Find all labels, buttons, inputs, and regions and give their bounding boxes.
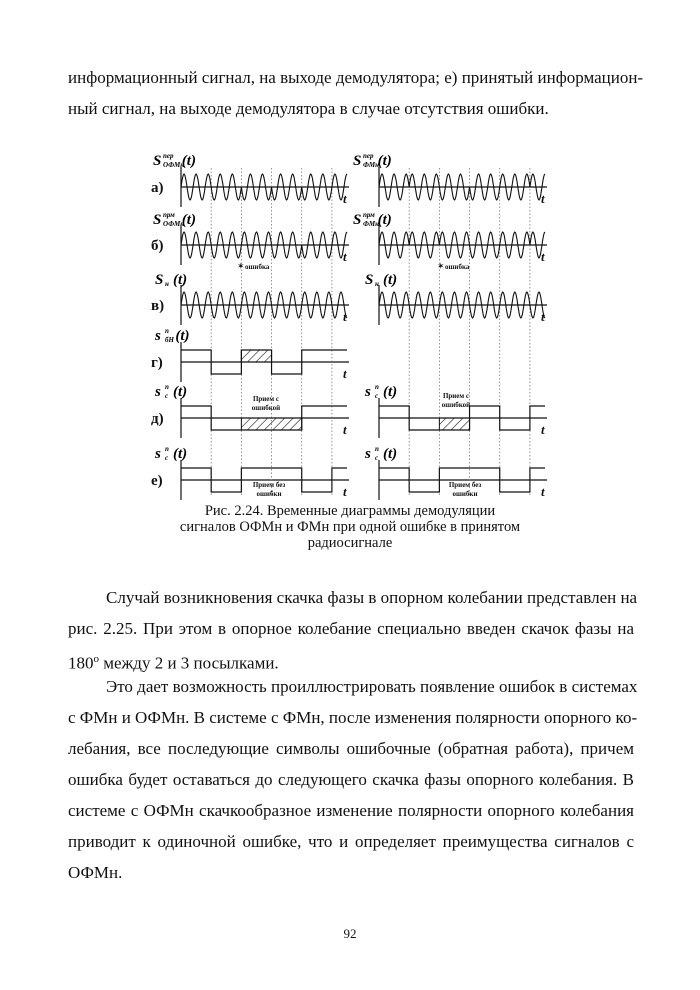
signal-label xyxy=(154,383,187,400)
annotation-text: ошибкой xyxy=(441,401,471,409)
signal-symbol: S xyxy=(353,153,362,169)
text-line: ошибка будет оставаться до следующего скачка фазы опорного колебания. В xyxy=(68,770,634,789)
row-label: в) xyxy=(151,298,165,314)
angle-value: 180 xyxy=(68,653,94,673)
signal-label xyxy=(364,383,397,400)
caption-line: Рис. 2.24. Временные диаграммы демодуляции xyxy=(204,503,496,519)
t-axis-label: t xyxy=(343,484,347,499)
error-asterisk-icon: ✶ xyxy=(237,261,245,271)
row-label: д) xyxy=(151,411,164,427)
signal-argument: (t) xyxy=(181,153,196,169)
row-label: г) xyxy=(151,355,163,371)
row-label: а) xyxy=(151,180,164,196)
signal-superscript: прм xyxy=(163,211,175,219)
degree-mark: о xyxy=(93,653,99,665)
t-axis-label: t xyxy=(541,422,545,437)
signal-argument: (t) xyxy=(377,153,392,169)
t-axis-label: t xyxy=(541,309,545,324)
t-axis-label: t xyxy=(343,366,347,381)
signal-symbol: s xyxy=(155,446,161,462)
error-hatch-region xyxy=(241,418,301,430)
signal-label xyxy=(353,211,392,228)
signal-subscript: с xyxy=(375,392,379,400)
signal-label xyxy=(155,272,187,288)
signal-symbol: S xyxy=(365,272,374,288)
error-mark-label: ошибка xyxy=(245,263,270,271)
signal-symbol: S xyxy=(155,272,164,288)
signal-label xyxy=(365,272,397,288)
text-line: информационный сигнал, на выходе демодулятора; е) принятый информацион- xyxy=(68,68,644,87)
text-line: лебания, все последующие символы ошибочные (обратная работа), причем xyxy=(68,739,634,758)
signal-superscript: п xyxy=(165,445,169,453)
text-line: приводит к одиночной ошибке, что и определяет преимущества сигналов с xyxy=(68,832,634,851)
signal-argument: (t) xyxy=(383,446,398,462)
annotation-text: ошибки xyxy=(452,490,478,498)
signal-label xyxy=(154,445,187,462)
text-line: ный сигнал, на выходе демодулятора в случае отсутствия ошибки. xyxy=(68,99,549,118)
annotation-text: ошибки xyxy=(256,490,282,498)
signal-superscript: пер xyxy=(163,152,174,160)
annotation-text: ошибкой xyxy=(251,404,281,412)
t-axis-label: t xyxy=(541,249,545,264)
annotation-text: Прием с xyxy=(252,395,280,403)
signal-symbol: S xyxy=(353,212,362,228)
signal-subscript: н xyxy=(375,280,379,288)
signal-subscript: бН xyxy=(165,336,174,344)
annotation-text: Прием с xyxy=(442,392,470,400)
signal-subscript: с xyxy=(165,392,169,400)
page-number: 92 xyxy=(343,926,357,941)
text-line: системе с ОФМн скачкообразное изменение полярности опорного колебания xyxy=(68,801,634,820)
signal-superscript: п xyxy=(375,383,379,391)
signal-subscript: ОФМн xyxy=(163,220,185,228)
signal-symbol: s xyxy=(365,446,371,462)
signal-subscript: с xyxy=(165,454,169,462)
t-axis-label: t xyxy=(541,484,545,499)
top-paragraph xyxy=(68,62,644,124)
text-line: Это дает возможность проиллюстрировать появление ошибок в системах xyxy=(106,677,638,696)
signal-superscript: пер xyxy=(363,152,374,160)
text-line: с ФМн и ОФМн. В системе с ФМн, после изменения полярности опорного ко- xyxy=(68,708,638,727)
text-line: рис. 2.25. При этом в опорное колебание специально введен скачок фазы на xyxy=(68,619,634,638)
paragraph-2 xyxy=(68,671,638,888)
text-line: ОФМн. xyxy=(68,863,123,882)
signal-symbol: s xyxy=(155,328,161,344)
signal-label xyxy=(364,445,397,462)
signal-subscript: ОФМн xyxy=(163,161,185,169)
signal-symbol: S xyxy=(153,153,162,169)
signal-label xyxy=(153,211,196,228)
signal-superscript: п xyxy=(375,445,379,453)
demodulation-figure xyxy=(145,150,565,500)
signal-subscript: с xyxy=(375,454,379,462)
t-axis-label: t xyxy=(343,249,347,264)
signal-argument: (t) xyxy=(383,272,398,288)
caption-line: сигналов ОФМн и ФМн при одной ошибке в принятом xyxy=(179,519,521,535)
signal-subscript: н xyxy=(165,280,169,288)
error-asterisk-icon: ✶ xyxy=(437,261,445,271)
annotation-text: Прием без xyxy=(448,481,482,489)
t-axis-label: t xyxy=(343,422,347,437)
signal-label xyxy=(154,327,190,344)
signal-superscript: прм xyxy=(363,211,375,219)
signal-argument: (t) xyxy=(377,212,392,228)
signal-argument: (t) xyxy=(175,328,190,344)
signal-argument: (t) xyxy=(173,384,188,400)
signal-label xyxy=(153,152,196,169)
error-hatch-region xyxy=(439,418,469,430)
row-label: е) xyxy=(151,473,163,489)
t-axis-label: t xyxy=(541,191,545,206)
signal-subscript: ФМн xyxy=(363,220,380,228)
signal-superscript: п xyxy=(165,383,169,391)
signal-symbol: s xyxy=(365,384,371,400)
signal-argument: (t) xyxy=(383,384,398,400)
signal-subscript: ФМн xyxy=(363,161,380,169)
error-hatch-region xyxy=(241,350,271,362)
row-label: б) xyxy=(151,238,164,254)
t-axis-label: t xyxy=(343,191,347,206)
signal-label xyxy=(353,152,392,169)
signal-superscript: п xyxy=(165,327,169,335)
annotation-text: Прием без xyxy=(252,481,286,489)
signal-argument: (t) xyxy=(173,272,188,288)
text-line: Случай возникновения скачка фазы в опорном колебании представлен на xyxy=(106,588,638,607)
signal-argument: (t) xyxy=(181,212,196,228)
signal-argument: (t) xyxy=(173,446,188,462)
paragraph-1 xyxy=(68,582,638,679)
signal-symbol: S xyxy=(153,212,162,228)
figure-caption xyxy=(150,503,550,551)
error-mark-label: ошибка xyxy=(445,263,470,271)
caption-line: радиосигнале xyxy=(307,535,393,551)
text-fragment: между 2 и 3 посылками. xyxy=(99,653,279,673)
t-axis-label: t xyxy=(343,309,347,324)
signal-symbol: s xyxy=(155,384,161,400)
